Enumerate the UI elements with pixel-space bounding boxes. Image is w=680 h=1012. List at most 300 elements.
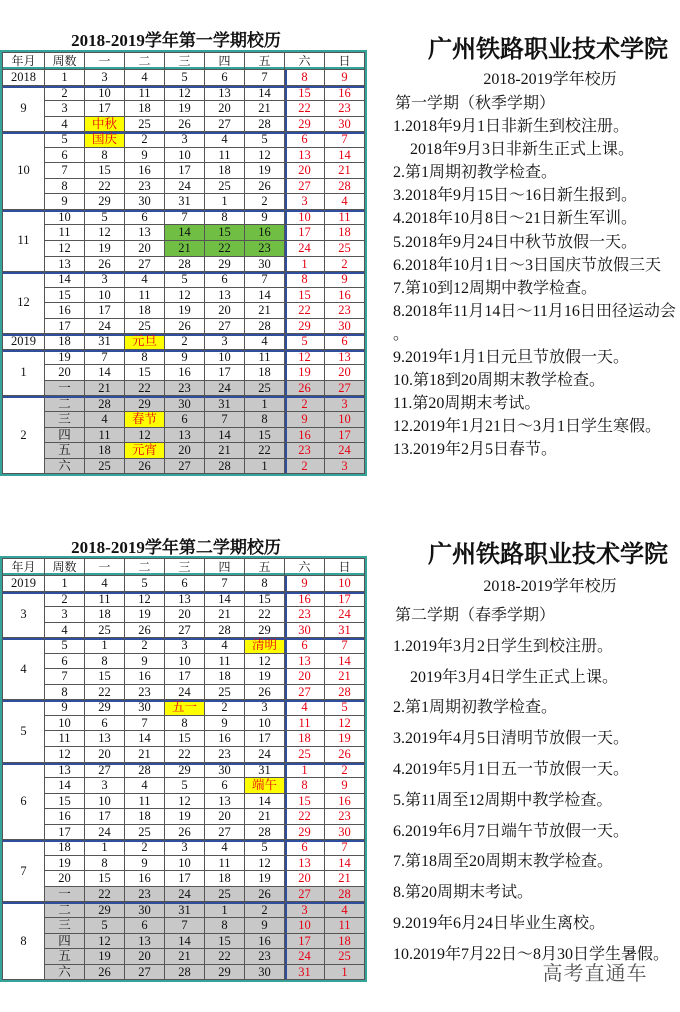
day-cell: 21	[205, 607, 245, 623]
week-number: 1	[45, 70, 85, 86]
day-cell: 9	[285, 412, 325, 428]
header-cell: 三	[165, 559, 205, 576]
day-cell: 14	[245, 288, 285, 304]
note-line: 12.2019年1月21日～3月1日学生寒假。	[393, 418, 662, 436]
notes-list	[393, 601, 680, 971]
day-cell: 21	[165, 241, 205, 257]
day-cell: 15	[85, 163, 125, 179]
day-cell: 24	[325, 443, 365, 459]
header-cell: 三	[165, 53, 205, 70]
month-label: 2018	[3, 70, 45, 86]
note-line: 3.2018年9月15日～16日新生报到。	[393, 187, 638, 205]
day-cell: 1	[205, 194, 245, 210]
day-cell: 13	[125, 225, 165, 241]
day-cell: 21	[325, 163, 365, 179]
day-cell: 11	[85, 592, 125, 608]
day-cell: 19	[325, 731, 365, 747]
day-cell: 11	[245, 350, 285, 366]
day-cell: 6	[165, 576, 205, 592]
day-cell: 17	[85, 809, 125, 825]
day-cell: 12	[245, 148, 285, 164]
day-cell: 28	[245, 825, 285, 841]
day-cell: 10	[165, 856, 205, 872]
day-cell: 13	[285, 654, 325, 670]
day-cell: 19	[245, 163, 285, 179]
day-cell: 21	[85, 381, 125, 397]
note-line: 5.第11周至12周期中教学检查。	[393, 791, 613, 809]
day-cell: 14	[245, 86, 285, 102]
day-cell: 31	[165, 194, 205, 210]
day-cell: 24	[165, 887, 205, 903]
day-cell: 8	[165, 716, 205, 732]
day-cell: 17	[165, 163, 205, 179]
day-cell: 8	[245, 412, 285, 428]
week-number: 13	[45, 763, 85, 779]
day-cell: 22	[285, 101, 325, 117]
day-cell: 1	[205, 902, 245, 918]
day-cell: 22	[285, 809, 325, 825]
day-cell: 12	[85, 934, 125, 950]
day-cell: 2	[285, 396, 325, 412]
day-cell: 23	[245, 241, 285, 257]
day-cell: 20	[85, 747, 125, 763]
day-cell: 30	[325, 319, 365, 335]
week-number: 六	[45, 965, 85, 981]
day-cell: 18	[325, 934, 365, 950]
month-label: 1	[3, 350, 45, 397]
day-cell: 25	[245, 381, 285, 397]
day-cell: 19	[85, 241, 125, 257]
day-cell: 16	[325, 86, 365, 102]
week-number: 19	[45, 856, 85, 872]
day-cell: 29	[205, 257, 245, 273]
week-number: 1	[45, 576, 85, 592]
note-line: 13.2019年2月5日春节。	[393, 441, 558, 459]
week-number: 7	[45, 669, 85, 685]
day-cell: 9	[125, 654, 165, 670]
day-cell: 21	[245, 101, 285, 117]
day-cell: 7	[165, 210, 205, 226]
day-cell: 10	[325, 412, 365, 428]
day-cell: 16	[245, 934, 285, 950]
day-cell: 9	[285, 576, 325, 592]
day-cell: 27	[125, 257, 165, 273]
note-line: 8.2018年11月14日～11月16日田径运动会	[393, 302, 676, 320]
day-cell: 20	[205, 809, 245, 825]
day-cell: 11	[85, 428, 125, 444]
day-cell: 2	[125, 132, 165, 148]
day-cell: 23	[125, 887, 165, 903]
day-cell: 2	[245, 194, 285, 210]
day-cell: 20	[285, 669, 325, 685]
week-number: 8	[45, 179, 85, 195]
day-cell: 21	[205, 443, 245, 459]
day-cell: 26	[245, 887, 285, 903]
day-cell: 30	[205, 763, 245, 779]
day-cell: 9	[165, 350, 205, 366]
day-cell: 4	[205, 840, 245, 856]
day-cell: 25	[325, 241, 365, 257]
week-number: 2	[45, 592, 85, 608]
day-cell: 20	[205, 303, 245, 319]
month-label: 8	[3, 902, 45, 980]
day-cell: 1	[245, 396, 285, 412]
week-number: 15	[45, 794, 85, 810]
day-cell: 15	[285, 288, 325, 304]
day-cell: 23	[325, 101, 365, 117]
week-number: 11	[45, 731, 85, 747]
day-cell: 24	[205, 381, 245, 397]
note-line: 9.2019年6月24日毕业生离校。	[393, 914, 606, 932]
day-cell: 4	[205, 638, 245, 654]
day-cell: 19	[285, 365, 325, 381]
day-cell: 5	[165, 70, 205, 86]
day-cell: 3	[285, 902, 325, 918]
day-cell: 17	[285, 225, 325, 241]
day-cell: 10	[285, 210, 325, 226]
day-cell: 28	[245, 319, 285, 335]
day-cell: 1	[285, 763, 325, 779]
week-number: 三	[45, 918, 85, 934]
day-cell: 19	[125, 607, 165, 623]
day-cell: 31	[85, 334, 125, 350]
day-cell: 18	[205, 163, 245, 179]
day-cell: 24	[245, 747, 285, 763]
day-cell: 8	[285, 272, 325, 288]
day-cell: 24	[165, 179, 205, 195]
header-cell: 日	[325, 53, 365, 70]
day-cell: 3	[285, 194, 325, 210]
day-cell: 6	[285, 132, 325, 148]
day-cell: 13	[165, 428, 205, 444]
week-number: 6	[45, 654, 85, 670]
day-cell: 17	[325, 428, 365, 444]
day-cell: 22	[85, 179, 125, 195]
day-cell: 4	[85, 412, 125, 428]
header-cell: 二	[125, 559, 165, 576]
day-cell: 21	[125, 747, 165, 763]
header-cell: 四	[205, 559, 245, 576]
day-cell: 22	[205, 949, 245, 965]
day-cell: 29	[85, 902, 125, 918]
day-cell: 17	[325, 592, 365, 608]
school-name: 广州铁路职业技术学院	[428, 37, 668, 63]
day-cell: 23	[325, 809, 365, 825]
day-cell: 22	[165, 747, 205, 763]
header-cell: 六	[285, 559, 325, 576]
day-cell: 9	[125, 148, 165, 164]
day-cell: 5	[245, 132, 285, 148]
day-cell: 28	[85, 396, 125, 412]
day-cell: 12	[165, 794, 205, 810]
day-cell: 5	[165, 778, 205, 794]
day-cell: 3	[165, 132, 205, 148]
note-line: 6.2019年6月7日端午节放假一天。	[393, 822, 630, 840]
note-line: 2018年9月3日非新生正式上课。	[410, 141, 635, 159]
calendar-grid	[2, 52, 365, 474]
day-cell: 9	[125, 856, 165, 872]
week-number: 二	[45, 396, 85, 412]
day-cell: 16	[325, 794, 365, 810]
day-cell: 4	[205, 132, 245, 148]
day-cell: 18	[245, 365, 285, 381]
day-cell: 15	[85, 871, 125, 887]
day-cell: 5	[85, 210, 125, 226]
day-cell: 26	[125, 623, 165, 639]
note-line: 11.第20周期末考试。	[393, 395, 541, 413]
day-cell: 21	[325, 669, 365, 685]
day-cell: 29	[285, 117, 325, 133]
day-cell: 28	[325, 179, 365, 195]
school-name: 广州铁路职业技术学院	[428, 542, 668, 568]
day-cell: 3	[165, 638, 205, 654]
month-label: 3	[3, 592, 45, 639]
week-number: 12	[45, 241, 85, 257]
day-cell: 22	[205, 241, 245, 257]
day-cell: 12	[245, 654, 285, 670]
month-label: 5	[3, 700, 45, 762]
day-cell: 23	[205, 747, 245, 763]
day-cell: 16	[125, 163, 165, 179]
day-cell: 27	[205, 319, 245, 335]
day-cell: 27	[85, 763, 125, 779]
day-cell: 5	[285, 334, 325, 350]
day-cell: 18	[285, 731, 325, 747]
day-cell: 6	[125, 918, 165, 934]
week-number: 14	[45, 778, 85, 794]
day-cell: 7	[245, 70, 285, 86]
day-cell: 11	[125, 86, 165, 102]
day-cell: 23	[245, 949, 285, 965]
day-cell: 4	[85, 576, 125, 592]
calendar-subtitle: 2018-2019学年校历	[483, 578, 617, 595]
day-cell: 2	[245, 902, 285, 918]
day-cell: 24	[285, 241, 325, 257]
week-number: 六	[45, 459, 85, 475]
day-cell: 15	[245, 428, 285, 444]
day-cell: 20	[125, 241, 165, 257]
day-cell: 14	[325, 148, 365, 164]
day-cell: 8	[205, 210, 245, 226]
day-cell: 3	[85, 272, 125, 288]
day-cell: 7	[205, 576, 245, 592]
day-cell: 7	[125, 716, 165, 732]
day-cell: 20	[165, 607, 205, 623]
day-cell: 6	[205, 778, 245, 794]
day-cell: 17	[205, 365, 245, 381]
day-cell: 3	[245, 700, 285, 716]
day-cell: 23	[285, 443, 325, 459]
day-cell: 8	[85, 148, 125, 164]
day-cell: 1	[285, 257, 325, 273]
header-cell: 五	[245, 53, 285, 70]
day-cell: 2	[165, 334, 205, 350]
day-cell: 23	[165, 381, 205, 397]
day-cell: 中秋	[85, 117, 125, 133]
day-cell: 12	[165, 288, 205, 304]
day-cell: 30	[125, 700, 165, 716]
day-cell: 16	[125, 871, 165, 887]
day-cell: 27	[205, 117, 245, 133]
note-line: 10.2019年7月22日～8月30日学生暑假。	[393, 945, 670, 963]
day-cell: 11	[205, 148, 245, 164]
day-cell: 31	[245, 763, 285, 779]
day-cell: 1	[245, 459, 285, 475]
day-cell: 30	[245, 965, 285, 981]
day-cell: 26	[85, 965, 125, 981]
day-cell: 4	[125, 272, 165, 288]
day-cell: 29	[285, 825, 325, 841]
day-cell: 6	[205, 272, 245, 288]
week-number: 17	[45, 319, 85, 335]
day-cell: 29	[85, 700, 125, 716]
month-label: 10	[3, 132, 45, 210]
day-cell: 5	[125, 576, 165, 592]
week-number: 10	[45, 716, 85, 732]
day-cell: 7	[205, 412, 245, 428]
week-number: 8	[45, 685, 85, 701]
day-cell: 8	[245, 576, 285, 592]
calendar-title: 2018-2019学年第二学期校历	[71, 538, 281, 557]
day-cell: 21	[245, 809, 285, 825]
day-cell: 12	[245, 856, 285, 872]
day-cell: 18	[205, 669, 245, 685]
calendar-title: 2018-2019学年第一学期校历	[71, 31, 281, 50]
day-cell: 30	[245, 257, 285, 273]
day-cell: 28	[165, 257, 205, 273]
note-line: 3.2019年4月5日清明节放假一天。	[393, 730, 630, 748]
day-cell: 28	[205, 459, 245, 475]
day-cell: 23	[285, 607, 325, 623]
day-cell: 25	[125, 319, 165, 335]
calendar-subtitle: 2018-2019学年校历	[483, 71, 617, 88]
day-cell: 24	[85, 319, 125, 335]
day-cell: 25	[205, 179, 245, 195]
day-cell: 30	[325, 825, 365, 841]
day-cell: 19	[85, 949, 125, 965]
week-number: 3	[45, 607, 85, 623]
day-cell: 28	[165, 965, 205, 981]
note-line: 2019年3月4日学生正式上课。	[410, 668, 619, 686]
day-cell: 17	[165, 669, 205, 685]
day-cell: 11	[125, 794, 165, 810]
week-number: 18	[45, 840, 85, 856]
day-cell: 19	[245, 871, 285, 887]
day-cell: 20	[285, 163, 325, 179]
header-cell: 日	[325, 559, 365, 576]
day-cell: 9	[245, 210, 285, 226]
day-cell: 9	[205, 716, 245, 732]
day-cell: 27	[165, 459, 205, 475]
week-number: 13	[45, 257, 85, 273]
day-cell: 29	[285, 319, 325, 335]
week-number: 4	[45, 623, 85, 639]
day-cell: 14	[85, 365, 125, 381]
day-cell: 13	[205, 794, 245, 810]
day-cell: 22	[85, 685, 125, 701]
day-cell: 18	[85, 607, 125, 623]
day-cell: 26	[85, 257, 125, 273]
day-cell: 4	[125, 778, 165, 794]
day-cell: 15	[285, 86, 325, 102]
day-cell: 18	[125, 101, 165, 117]
day-cell: 20	[205, 101, 245, 117]
day-cell: 17	[165, 871, 205, 887]
header-cell: 周数	[45, 53, 85, 70]
day-cell: 10	[85, 86, 125, 102]
day-cell: 7	[165, 918, 205, 934]
day-cell: 8	[85, 654, 125, 670]
day-cell: 30	[125, 194, 165, 210]
day-cell: 10	[85, 794, 125, 810]
day-cell: 11	[125, 288, 165, 304]
day-cell: 6	[165, 412, 205, 428]
week-number: 5	[45, 132, 85, 148]
day-cell: 10	[85, 288, 125, 304]
day-cell: 4	[125, 70, 165, 86]
day-cell: 13	[205, 288, 245, 304]
week-number: 一	[45, 381, 85, 397]
day-cell: 14	[165, 934, 205, 950]
day-cell: 17	[85, 303, 125, 319]
day-cell: 28	[205, 623, 245, 639]
header-cell: 周数	[45, 559, 85, 576]
day-cell: 29	[85, 194, 125, 210]
day-cell: 4	[325, 902, 365, 918]
day-cell: 13	[165, 592, 205, 608]
day-cell: 1	[325, 965, 365, 981]
day-cell: 元宵	[125, 443, 165, 459]
day-cell: 6	[205, 70, 245, 86]
day-cell: 12	[285, 350, 325, 366]
day-cell: 31	[165, 902, 205, 918]
day-cell: 25	[125, 117, 165, 133]
day-cell: 30	[325, 117, 365, 133]
day-cell: 11	[205, 654, 245, 670]
day-cell: 25	[85, 623, 125, 639]
week-number: 15	[45, 288, 85, 304]
week-number: 18	[45, 334, 85, 350]
day-cell: 30	[165, 396, 205, 412]
day-cell: 25	[85, 459, 125, 475]
day-cell: 26	[165, 117, 205, 133]
day-cell: 25	[205, 685, 245, 701]
day-cell: 29	[125, 396, 165, 412]
day-cell: 19	[165, 809, 205, 825]
day-cell: 20	[125, 949, 165, 965]
day-cell: 27	[125, 965, 165, 981]
month-label: 11	[3, 210, 45, 272]
day-cell: 18	[125, 809, 165, 825]
day-cell: 9	[325, 70, 365, 86]
day-cell: 15	[165, 731, 205, 747]
day-cell: 8	[125, 350, 165, 366]
day-cell: 19	[165, 303, 205, 319]
day-cell: 14	[205, 592, 245, 608]
day-cell: 16	[165, 365, 205, 381]
day-cell: 清明	[245, 638, 285, 654]
week-number: 2	[45, 86, 85, 102]
day-cell: 18	[325, 225, 365, 241]
note-line: 7.第18周至20周期末教学检查。	[393, 853, 614, 871]
day-cell: 7	[325, 638, 365, 654]
day-cell: 15	[125, 365, 165, 381]
day-cell: 29	[205, 965, 245, 981]
day-cell: 28	[245, 117, 285, 133]
day-cell: 7	[85, 350, 125, 366]
day-cell: 12	[125, 428, 165, 444]
day-cell: 6	[125, 210, 165, 226]
